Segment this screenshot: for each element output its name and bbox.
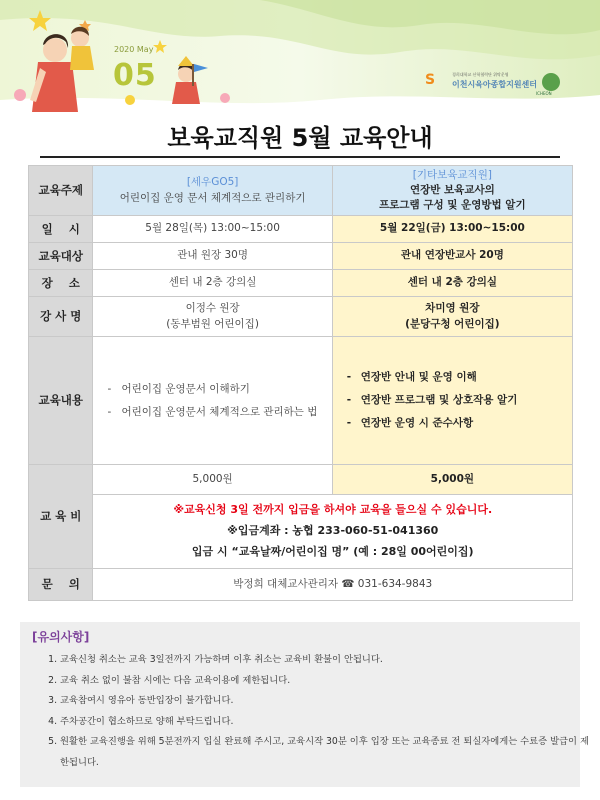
subject-col2-line1: 연장반 보육교사의 xyxy=(409,183,495,196)
notes-title: [유의사항] xyxy=(32,630,90,644)
row-label-place: 장 소 xyxy=(29,270,93,297)
page-title: 보육교직원 5월 교육안내 xyxy=(167,124,433,152)
content-col1-list xyxy=(93,381,331,421)
table-row-fee xyxy=(29,465,573,495)
row-label-content: 교육내용 xyxy=(29,337,93,465)
table-row-lecturer xyxy=(29,297,573,337)
notes-list xyxy=(32,650,590,773)
row-label-fee: 교 육 비 xyxy=(29,465,93,569)
subject-col1-tag: [세우GO5] xyxy=(186,176,239,189)
header-banner xyxy=(0,0,600,112)
org-name: 이천시육아종합지원센터 xyxy=(452,80,538,89)
lecturer-col1-name: 이정수 원장 xyxy=(185,302,240,315)
education-info-table xyxy=(28,165,573,601)
table-row-subject xyxy=(29,166,573,216)
subject-col2-tag: [기타보육교직원] xyxy=(412,168,492,181)
list-item: 2. 교육 취소 없이 불참 시에는 다음 교육이용에 제한됩니다. xyxy=(60,671,590,692)
header-month: 05 xyxy=(113,58,157,93)
place-col1: 센터 내 2층 강의실 xyxy=(93,270,332,297)
row-label-contact: 문 의 xyxy=(29,569,93,601)
list-item: 4. 주차공간이 협소하므로 양해 부탁드립니다. xyxy=(60,712,590,733)
notes-box xyxy=(20,622,589,787)
lecturer-col2 xyxy=(332,297,572,337)
row-label-subject: 교육주제 xyxy=(29,166,93,216)
fee-deadline-notice: ※교육신청 3일 전까지 입금을 하셔야 교육을 들으실 수 있습니다. xyxy=(173,503,493,517)
list-item: 5. 원활한 교육진행을 위해 5분전까지 입실 완료해 주시고, 교육시작 30분 이후 입장 또는 교육종료 전 퇴실자에게는 수료증 발급이 제한됩니다. xyxy=(60,732,590,773)
title-divider xyxy=(40,156,560,158)
content-col1 xyxy=(93,337,332,465)
table-row-contact xyxy=(29,569,573,601)
row-label-lecturer: 강 사 명 xyxy=(29,297,93,337)
lecturer-col2-name: 차미영 원장 xyxy=(425,302,480,315)
list-item: 3. 교육참여시 영유아 동반입장이 불가합니다. xyxy=(60,691,590,712)
org-subtitle: 경희대학교 산학협력단 위탁운영 xyxy=(452,72,509,77)
list-item: - 연장반 안내 및 운영 이해 xyxy=(347,369,562,386)
lecturer-col2-org: (분당구청 어린이집) xyxy=(405,317,500,330)
date-col1: 5월 28일(목) 13:00~15:00 xyxy=(93,216,332,243)
list-item: - 어린이집 운영문서 체계적으로 관리하는 법 xyxy=(107,404,321,421)
list-item: - 연장반 운영 시 준수사항 xyxy=(347,415,562,432)
subject-col2-line2: 프로그램 구성 및 운영방법 알기 xyxy=(379,199,526,212)
org-logo-icon: S xyxy=(425,72,436,88)
header-illustration xyxy=(0,0,600,112)
header-date: 2020 May xyxy=(114,45,154,54)
target-col2: 관내 연장반교사 20명 xyxy=(332,243,572,270)
subject-col1 xyxy=(93,166,332,216)
content-col2-list xyxy=(333,369,572,431)
table-row-target xyxy=(29,243,573,270)
table-row-content xyxy=(29,337,573,465)
fee-col2: 5,000원 xyxy=(332,465,572,495)
table-row-fee-notice xyxy=(29,495,573,569)
city-emblem-text: ICHEON xyxy=(536,91,552,96)
lecturer-col1-org: (동부범원 어린이집) xyxy=(166,317,259,330)
content-col2 xyxy=(332,337,572,465)
fee-account: ※입금계좌 : 농협 233-060-51-041360 xyxy=(227,524,439,538)
fee-col1: 5,000원 xyxy=(93,465,332,495)
lecturer-col1 xyxy=(93,297,332,337)
row-label-date: 일 시 xyxy=(29,216,93,243)
subject-col2 xyxy=(332,166,572,216)
list-item: - 연장반 프로그램 및 상호작용 알기 xyxy=(347,392,562,409)
table-row-place xyxy=(29,270,573,297)
fee-deposit-note: 입금 시 “교육날짜/어린이집 명” (예 : 28일 00어린이집) xyxy=(191,544,474,558)
list-item: 1. 교육신청 취소는 교육 3일전까지 가능하며 이후 취소는 교육비 환불이 안됩니다. xyxy=(60,650,590,671)
target-col1: 관내 원장 30명 xyxy=(93,243,332,270)
place-col2: 센터 내 2층 강의실 xyxy=(332,270,572,297)
subject-col1-text: 어린이집 운영 문서 체계적으로 관리하기 xyxy=(119,191,306,204)
city-emblem-icon xyxy=(542,73,560,91)
date-col2: 5월 22일(금) 13:00~15:00 xyxy=(332,216,572,243)
contact-cell: 박정희 대체교사관리자 ☎ 031-634-9843 xyxy=(93,569,573,601)
list-item: - 어린이집 운영문서 이해하기 xyxy=(107,381,321,398)
row-label-target: 교육대상 xyxy=(29,243,93,270)
fee-notice-cell xyxy=(93,495,573,569)
table-row-date xyxy=(29,216,573,243)
